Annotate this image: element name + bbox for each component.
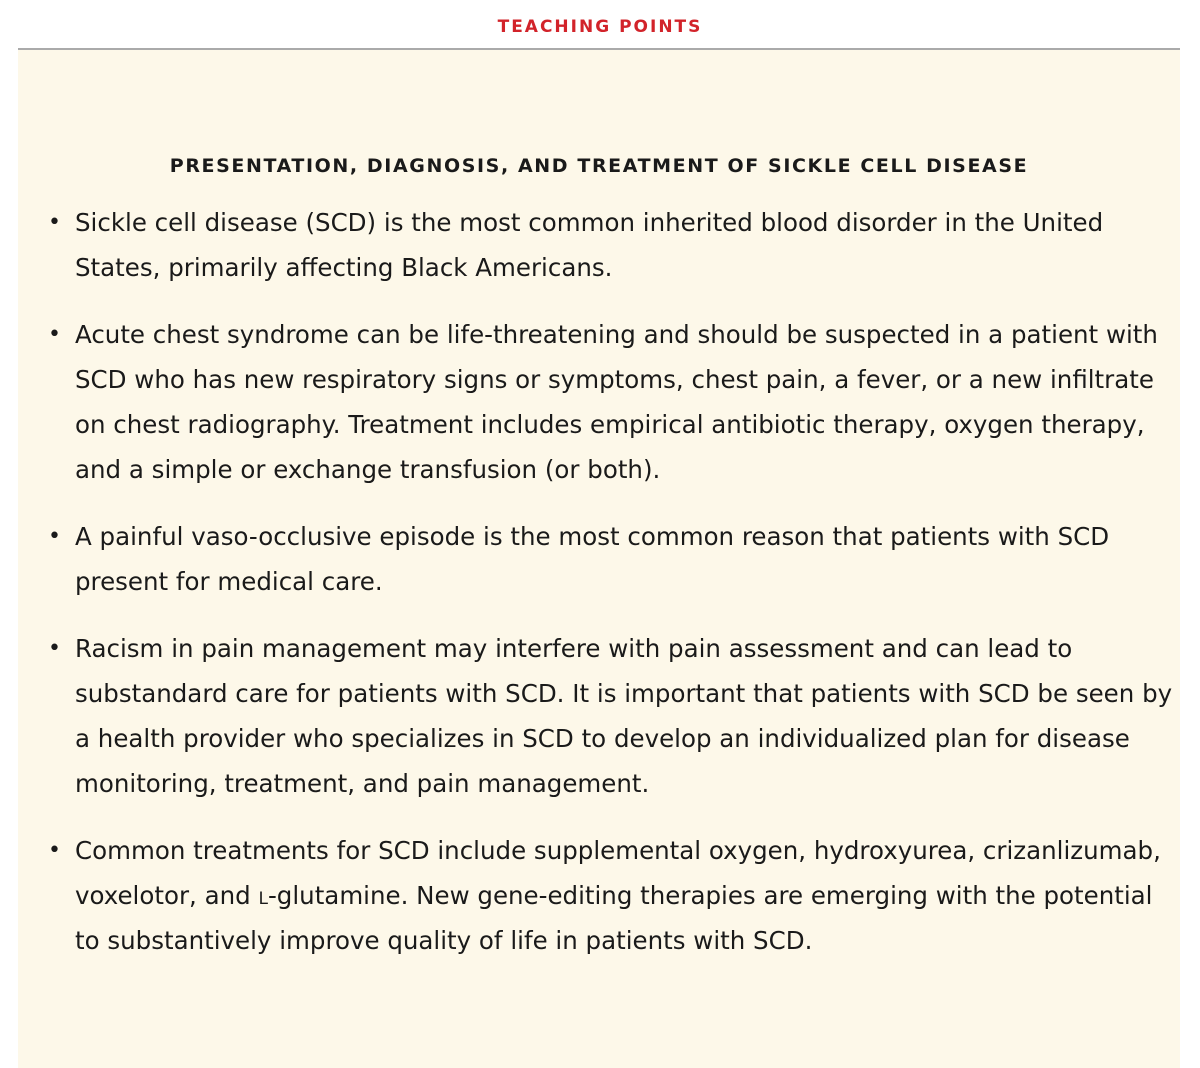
teaching-point-smallcaps: l <box>258 881 268 910</box>
bullet-icon: • <box>48 636 61 661</box>
bullet-icon: • <box>48 524 61 549</box>
bullet-icon: • <box>48 210 61 235</box>
teaching-point-3 <box>48 514 1175 604</box>
header <box>0 0 1200 50</box>
bullet-icon: • <box>48 838 61 863</box>
teaching-point-text-after: -glutamine. New gene-editing therapies are emerging with the potential to substantively improve quality of life in patients with SCD. <box>75 881 1153 955</box>
teaching-point-text: Acute chest syndrome can be life-threatening and should be suspected in a patient with SCD who has new respiratory signs or symptoms, chest pain, a fever, or a new infiltrate on chest radiography. Treatment includes empirical antibiotic therapy, oxygen therapy, and a simple or exchange transfusion (or both). <box>75 320 1158 484</box>
teaching-point-4 <box>48 626 1175 806</box>
teaching-point-text-before: Common treatments for SCD include supplemental oxygen, hydroxyurea, crizanlizumab, voxelotor, and <box>75 836 1161 910</box>
teaching-point-text: Sickle cell disease (SCD) is the most common inherited blood disorder in the United States, primarily affecting Black Americans. <box>75 208 1104 282</box>
teaching-point-1 <box>48 200 1175 290</box>
teaching-point-2 <box>48 312 1175 492</box>
teaching-point-5 <box>48 828 1175 963</box>
header-title: TEACHING POINTS <box>497 17 703 37</box>
section-title: PRESENTATION, DIAGNOSIS, AND TREATMENT OF SICKLE CELL DISEASE <box>169 155 1029 177</box>
teaching-point-text: A painful vaso-occlusive episode is the most common reason that patients with SCD present for medical care. <box>75 522 1110 596</box>
bullet-icon: • <box>48 322 61 347</box>
teaching-points-list <box>48 200 1175 985</box>
teaching-point-text: Racism in pain management may interfere with pain assessment and can lead to substandard care for patients with SCD. It is important that patients with SCD be seen by a health provider who specializes in SCD to develop an individualized plan for disease monitoring, treatment, and pain management. <box>75 634 1173 798</box>
teaching-points-panel <box>18 50 1180 1068</box>
